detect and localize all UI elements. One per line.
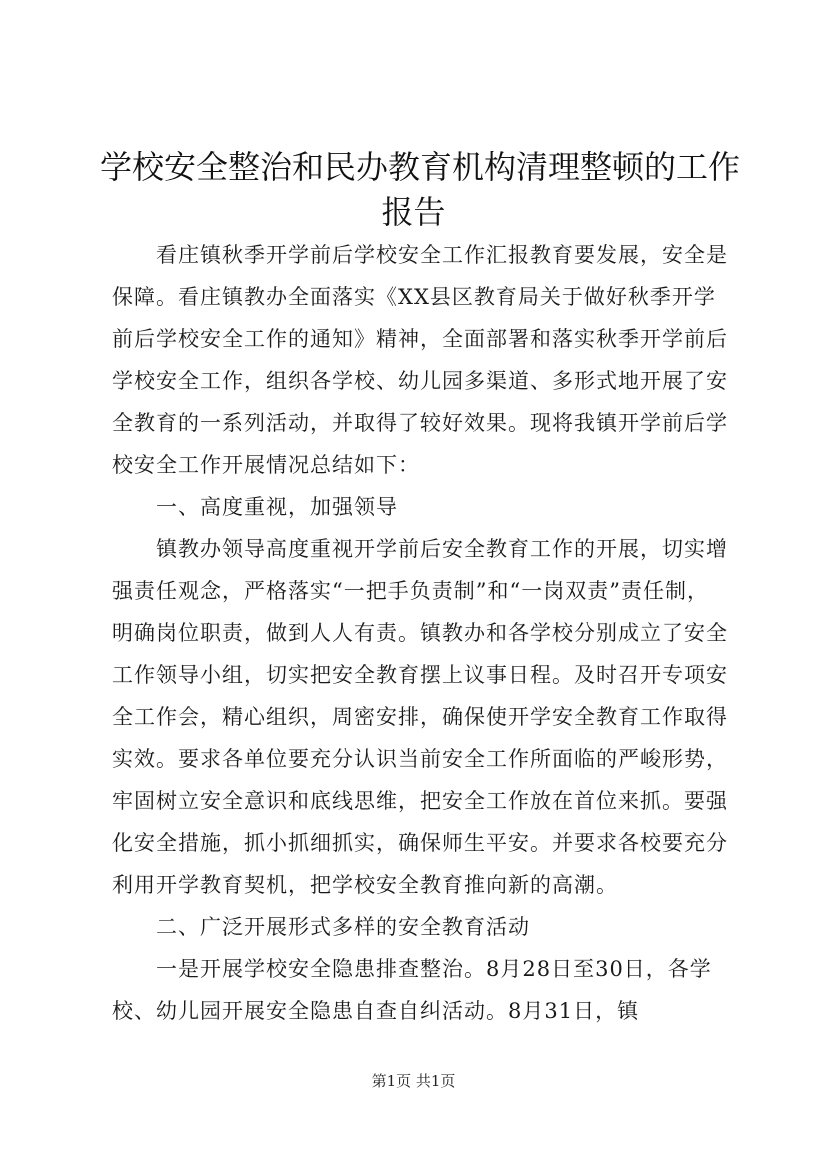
body-line: 一是开展学校安全隐患排查整治。8月28日至30日，各学 (112, 957, 712, 981)
body-line: 全工作会，精心组织，周密安排，确保使开学安全教育工作取得 (112, 705, 728, 729)
body-line: 实效。要求各单位要充分认识当前安全工作所面临的严峻形势， (112, 747, 728, 771)
section-heading-1: 一、高度重视，加强领导 (112, 495, 398, 519)
body-line: 校安全工作开展情况总结如下： (112, 453, 420, 477)
document-title-line-1: 学校安全整治和民办教育机构清理整顿的工作 (100, 148, 741, 186)
body-line: 牢固树立安全意识和底线思维，把安全工作放在首位来抓。要强 (112, 789, 728, 813)
page-footer: 第1页 共1页 (371, 1072, 456, 1090)
body-line: 保障。看庄镇教办全面落实《XX县区教育局关于做好秋季开学 (112, 285, 716, 309)
body-line: 利用开学教育契机，把学校安全教育推向新的高潮。 (112, 873, 618, 897)
body-line: 前后学校安全工作的通知》精神，全面部署和落实秋季开学前后 (112, 327, 728, 351)
body-line: 校、幼儿园开展安全隐患自查自纠活动。8月31日，镇 (112, 999, 640, 1023)
body-line: 看庄镇秋季开学前后学校安全工作汇报教育要发展，安全是 (112, 243, 728, 267)
body-line: 化安全措施，抓小抓细抓实，确保师生平安。并要求各校要充分 (112, 831, 728, 855)
body-line: 全教育的一系列活动，并取得了较好效果。现将我镇开学前后学 (112, 411, 728, 435)
body-line: 强责任观念，严格落实“一把手负责制”和“一岗双责”责任制， (112, 579, 709, 603)
body-line: 工作领导小组，切实把安全教育摆上议事日程。及时召开专项安 (112, 663, 728, 687)
document-title-line-2: 报告 (381, 193, 446, 231)
body-line: 明确岗位职责，做到人人有责。镇教办和各学校分别成立了安全 (112, 621, 728, 645)
body-line: 学校安全工作，组织各学校、幼儿园多渠道、多形式地开展了安 (112, 369, 728, 393)
body-line: 镇教办领导高度重视开学前后安全教育工作的开展，切实增 (112, 537, 728, 561)
section-heading-2: 二、广泛开展形式多样的安全教育活动 (112, 915, 530, 939)
